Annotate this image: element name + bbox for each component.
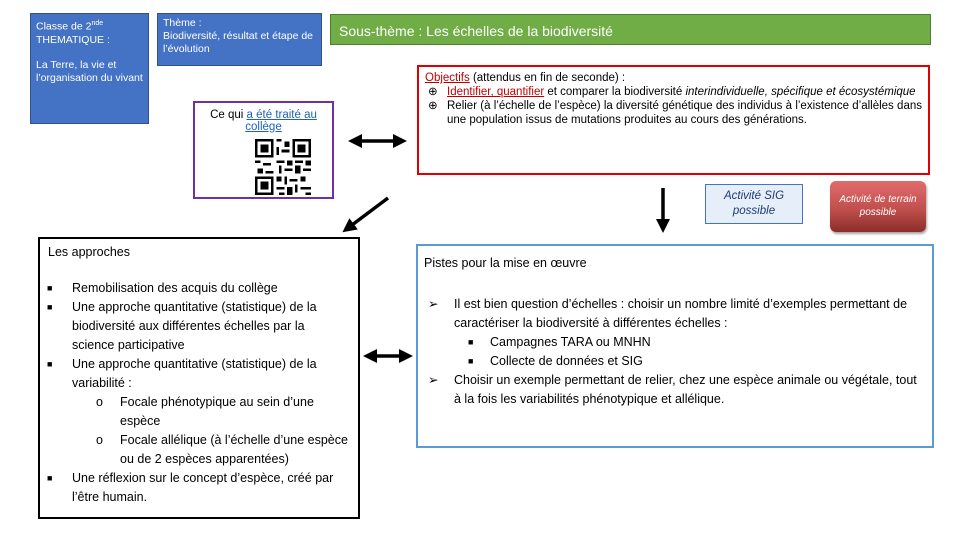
circled-plus-icon: ⊕ [428, 100, 438, 112]
classe-sup: nde [91, 20, 104, 27]
list-item-text: Il est bien question d’échelles : choisir un nombre limité d’exemples permettant de caractériser la biodiversité à différentes échelles : [454, 297, 908, 330]
activite-sig-label: Activité SIG possible [723, 190, 785, 217]
objectifs-heading-rest: (attendus en fin de seconde) : [469, 72, 626, 84]
sub-list-item-text: Collecte de données et SIG [490, 354, 643, 368]
square-bullet-icon: ■ [468, 337, 474, 347]
square-bullet-icon: ■ [47, 302, 53, 312]
square-bullet-icon: ■ [47, 283, 53, 293]
objectif-2-text: Relier (à l’échelle de l’espèce) la diversité génétique des individus à l’existence d’allèles dans une population issus de mutations produites au cours des générations. [447, 100, 922, 126]
list-item-text: Une approche quantitative (statistique) de la biodiversité aux différentes échelles par la science participative [72, 300, 317, 352]
thematique-value: La Terre, la vie et l’organisation du vivant [36, 58, 143, 84]
circle-bullet-icon: o [96, 433, 103, 447]
objectif-1-levels: interindividuelle, spécifique et écosystémique [685, 86, 916, 98]
sous-theme-title: Sous-thème : Les échelles de la biodiversité [339, 23, 613, 39]
sub-list-item-text: Campagnes TARA ou MNHN [490, 335, 651, 349]
list-item-text: Une réflexion sur le concept d’espèce, créé par l’être humain. [72, 471, 334, 504]
theme-label: Thème : [163, 17, 202, 29]
college-text: Ce qui [210, 109, 247, 121]
list-item-text: Remobilisation des acquis du collège [72, 281, 278, 295]
objectif-1-verbs: Identifier, quantifier [447, 86, 545, 98]
arrow-bullet-icon: ➢ [428, 373, 439, 387]
square-bullet-icon: ■ [47, 473, 53, 483]
circled-plus-icon: ⊕ [428, 86, 438, 98]
sub-list-item-text: Focale allélique (à l’échelle d’une espèce ou de 2 espèces apparentées) [120, 433, 348, 466]
theme-value: Biodiversité, résultat et étape de l’évolution [163, 30, 314, 55]
diagonal-arrow-icon [348, 198, 388, 228]
approches-title: Les approches [48, 245, 131, 259]
objectifs-heading-red: Objectifs [425, 72, 470, 84]
activite-terrain-label: Activité de terrain possible [839, 194, 917, 218]
sub-list-item-text: Focale phénotypique au sein d’une espèce [120, 395, 314, 428]
classe-label: Classe de 2 [36, 20, 92, 33]
college-link[interactable]: a été traité au collège [245, 109, 317, 133]
list-item-text: Choisir un exemple permettant de relier, chez une espèce animale ou végétale, tout à la fois les variabilités phénotypique et allélique. [454, 373, 917, 406]
circle-bullet-icon: o [96, 395, 103, 409]
list-item-text: Une approche quantitative (statistique) de la variabilité : [72, 357, 317, 390]
arrow-bullet-icon: ➢ [428, 297, 439, 311]
square-bullet-icon: ■ [468, 356, 474, 366]
square-bullet-icon: ■ [47, 359, 53, 369]
thematique-label: THEMATIQUE : [36, 33, 110, 46]
pistes-title: Pistes pour la mise en œuvre [424, 256, 587, 270]
objectif-1-text: et comparer la biodiversité [544, 86, 686, 98]
